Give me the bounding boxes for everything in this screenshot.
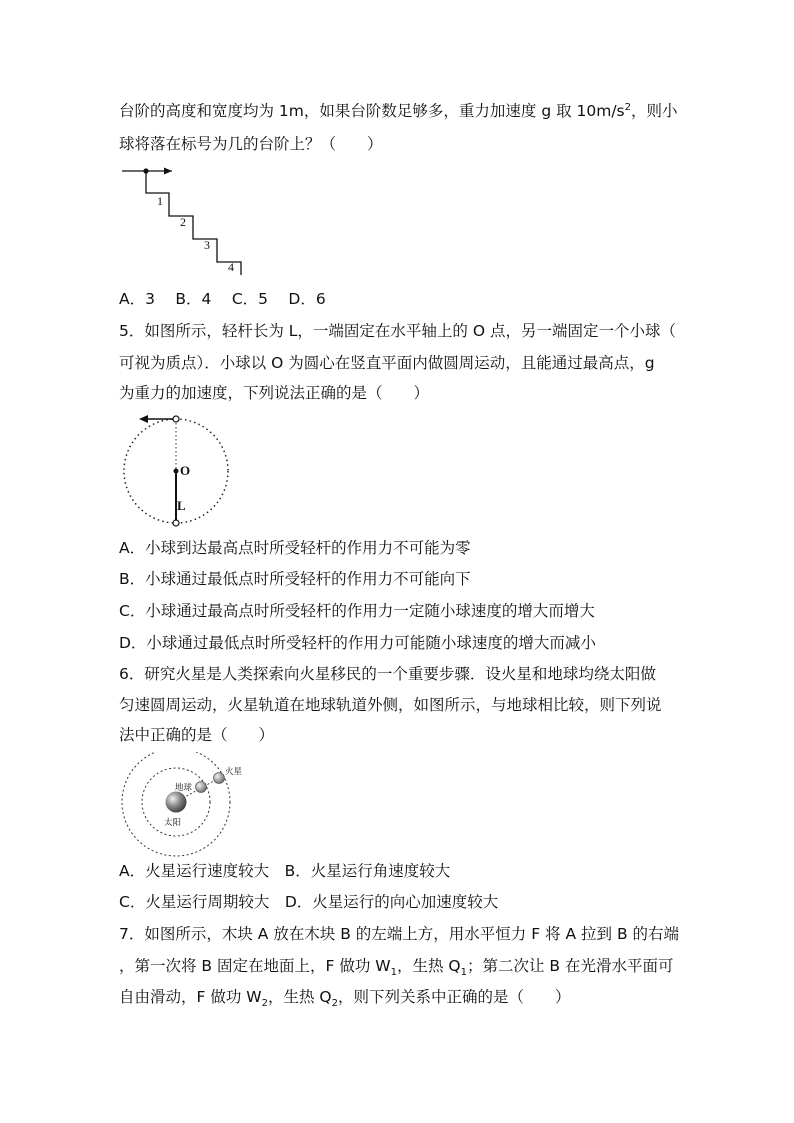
step-label-3: 3: [204, 238, 210, 252]
q7-line2-sub-w1: 1: [390, 967, 397, 979]
q7-line3-a: 自由滑动，F 做功 W: [119, 988, 262, 1006]
q7-stem-line3: [119, 987, 571, 1010]
q7-stem-line1: 7．如图所示，木块 A 放在木块 B 的左端上方，用水平恒力 F 将 A 拉到 B 的右端: [119, 925, 680, 943]
mars-label: 火星: [225, 767, 243, 777]
q7-line2-sub-q1: 1: [460, 967, 467, 979]
q7-line2-c: ；第二次让 B 在光滑水平面可: [466, 957, 674, 975]
q6-options-ab: A．火星运行速度较大 B．火星运行角速度较大: [119, 862, 451, 880]
q6-stem-line3: 法中正确的是（ ）: [119, 726, 275, 744]
q6-stem-line2: 匀速圆周运动，火星轨道在地球轨道外侧，如图所示，与地球相比较，则下列说: [119, 696, 662, 714]
q5-option-a: A．小球到达最高点时所受轻杆的作用力不可能为零: [119, 539, 471, 557]
rod-label-l: L: [177, 498, 186, 513]
solar-orbit-figure: [119, 752, 244, 857]
q7-line3-sub-q2: 2: [331, 998, 338, 1010]
q7-line2-a: ，第一次将 B 固定在地面上，F 做功 W: [119, 957, 391, 975]
pivot-label-o: O: [180, 463, 191, 478]
step-label-4: 4: [228, 260, 234, 274]
sun-icon: [166, 792, 187, 813]
q5-stem-line3: 为重力的加速度，下列说法正确的是（ ）: [119, 384, 430, 402]
q4-text-line2: 球将落在标号为几的台阶上？（ ）: [119, 135, 383, 153]
q7-stem-line2: [119, 956, 674, 979]
q6-options-cd: C．火星运行周期较大 D．火星运行的向心加速度较大: [119, 893, 499, 911]
q4-options: A．3 B．4 C．5 D．6: [119, 290, 326, 308]
earth-icon: [196, 782, 207, 793]
q4-text-line1: [119, 101, 678, 121]
q7-line3-c: ，则下列关系中正确的是（ ）: [338, 988, 571, 1006]
q6-stem-line1: 6．研究火星是人类探索向火星移民的一个重要步骤．设火星和地球均绕太阳做: [119, 665, 656, 683]
q5-option-d: D．小球通过最低点时所受轻杆的作用力可能随小球速度的增大而减小: [119, 634, 596, 652]
circular-motion-figure: [119, 409, 234, 531]
sun-label: 太阳: [164, 818, 182, 828]
q5-option-c: C．小球通过最高点时所受轻杆的作用力一定随小球速度的增大而增大: [119, 602, 595, 620]
earth-label: 地球: [175, 783, 193, 793]
q5-stem-line1: 5．如图所示，轻杆长为 L，一端固定在水平轴上的 O 点，另一端固定一个小球（: [119, 322, 676, 340]
step-label-1: 1: [157, 194, 163, 208]
q7-line3-sub-w2: 2: [261, 998, 268, 1010]
mars-icon: [214, 773, 225, 784]
q5-stem-line2: 可视为质点）．小球以 O 为圆心在竖直平面内做圆周运动，且能通过最高点，g: [119, 354, 655, 372]
step-label-2: 2: [180, 215, 186, 229]
q4-superscript: 2: [624, 101, 632, 113]
q7-line2-b: ，生热 Q: [396, 957, 461, 975]
q4-text-line1-a: 台阶的高度和宽度均为 1m，如果台阶数足够多，重力加速度 g 取 10m/s: [119, 102, 625, 120]
q4-text-line1-b: ，则小: [631, 102, 678, 120]
q7-line3-b: ，生热 Q: [267, 988, 332, 1006]
staircase-figure: [119, 163, 249, 278]
q5-option-b: B．小球通过最低点时所受轻杆的作用力不可能向下: [119, 570, 471, 588]
